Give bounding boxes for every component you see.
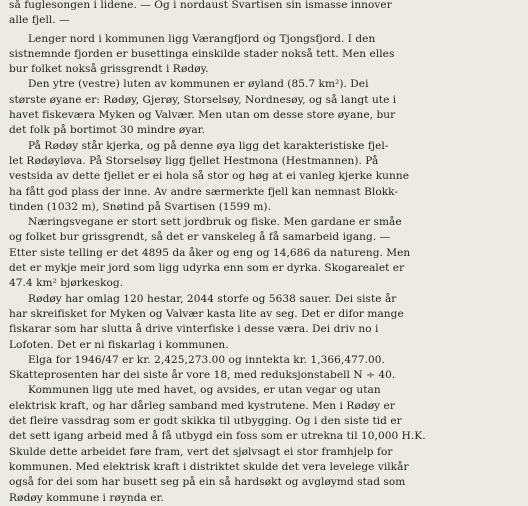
text-line: det folk på bortimot 30 mindre øyar.: [9, 124, 205, 137]
text-line: bur folket nokså grissgrendt i Rødøy.: [9, 63, 209, 76]
paragraph-start-line: Elga for 1946/47 er kr. 2,425,273.00 og inntekta kr. 1,366,477.00.: [28, 353, 385, 366]
text-line: alle fjell. —: [9, 14, 70, 27]
paragraph-start-line: Kommunen ligg ute med havet, og avsides, er utan vegar og utan: [28, 384, 381, 397]
text-line: elektrisk kraft, og har dårleg samband med kystrutene. Men i Rødøy er: [9, 399, 395, 412]
text-line: Etter siste telling er det 4895 da åker og eng og 14,686 da natureng. Men: [9, 246, 411, 259]
text-line: sistnemnde fjorden er busettinga einskilde stader nokså tett. Men elles: [9, 47, 395, 60]
text-line: let Rødøyløva. På Storselsøy ligg fjellet Hestmona (Hestmannen). På: [9, 154, 379, 167]
text-line: vestsida av dette fjellet er ei hola så stor og høg at ei vanleg kjerke kunne: [9, 170, 409, 183]
text-line: Skulde dette arbeidet føre fram, vert det sjølvsagt ei stor framhjelp for: [9, 445, 393, 458]
text-line: ha fått god plass der inne. Av andre særmerkte fjell kan nemnast Blokk-: [9, 185, 399, 198]
text-line: så fuglesongen i lidene. — Og i nordaust Svartisen sin ismasse innover: [9, 0, 392, 11]
text-line: havet fiskeværa Myken og Valvær. Men utan om desse store øyane, bur: [9, 109, 396, 122]
text-line: Lofoten. Det er ni fiskarlag i kommunen.: [9, 338, 229, 351]
text-line: største øyane er: Rødøy, Gjerøy, Storselsøy, Nordnesøy, og så langt ute i: [9, 93, 397, 106]
paragraph-start-line: Den ytre (vestre) luten av kommunen er øyland (85.7 km²). Dei: [28, 78, 369, 91]
text-line: og folket bur grissgrendt, så det er vanskeleg å få samarbeid igang. —: [9, 231, 391, 244]
text-line: fiskarar som har slutta å drive vinterfiske i desse væra. Dei driv no i: [9, 323, 379, 336]
text-line: kommunen. Med elektrisk kraft i distriktet skulde det vera levelege vilkår: [9, 460, 409, 473]
text-line: det sett igang arbeid med å få utbygd ein foss som er utrekna til 10,000 H.K.: [9, 430, 426, 443]
text-line: også for dei som har busett seg på ein så hardsøkt og avgløymd stad som: [9, 476, 406, 489]
text-line: tinden (1032 m), Snøtind på Svartisen (1599 m).: [9, 200, 271, 213]
paragraph-start-line: Næringsvegane er stort sett jordbruk og fiske. Men gardane er småe: [28, 216, 402, 229]
text-line: Rødøy kommune i røynda er.: [9, 491, 164, 504]
paragraph-start-line: På Rødøy står kjerka, og på denne øya ligg det karakteristiske fjel-: [28, 139, 389, 152]
paragraph-start-line: Rødøy har omlag 120 hestar, 2044 storfe og 5638 sauer. Dei siste år: [28, 292, 397, 305]
text-line: det er mykje meir jord som ligg udyrka enn som er dyrka. Skogarealet er: [9, 262, 405, 275]
text-line: Skatteprosenten har dei siste år vore 18, med reduksjonstabell N ÷ 40.: [9, 369, 396, 382]
paragraph-start-line: Lenger nord i kommunen ligg Værangfjord og Tjongsfjord. I den: [28, 32, 376, 45]
text-line: 47.4 km² bjørkeskog.: [9, 277, 124, 290]
text-line: det fleire vassdrag som er godt skikka til utbygging. Og i den siste tid er: [9, 415, 402, 428]
text-line: har skreifisket for Myken og Valvær kasta lite av seg. Det er difor mange: [9, 307, 404, 320]
